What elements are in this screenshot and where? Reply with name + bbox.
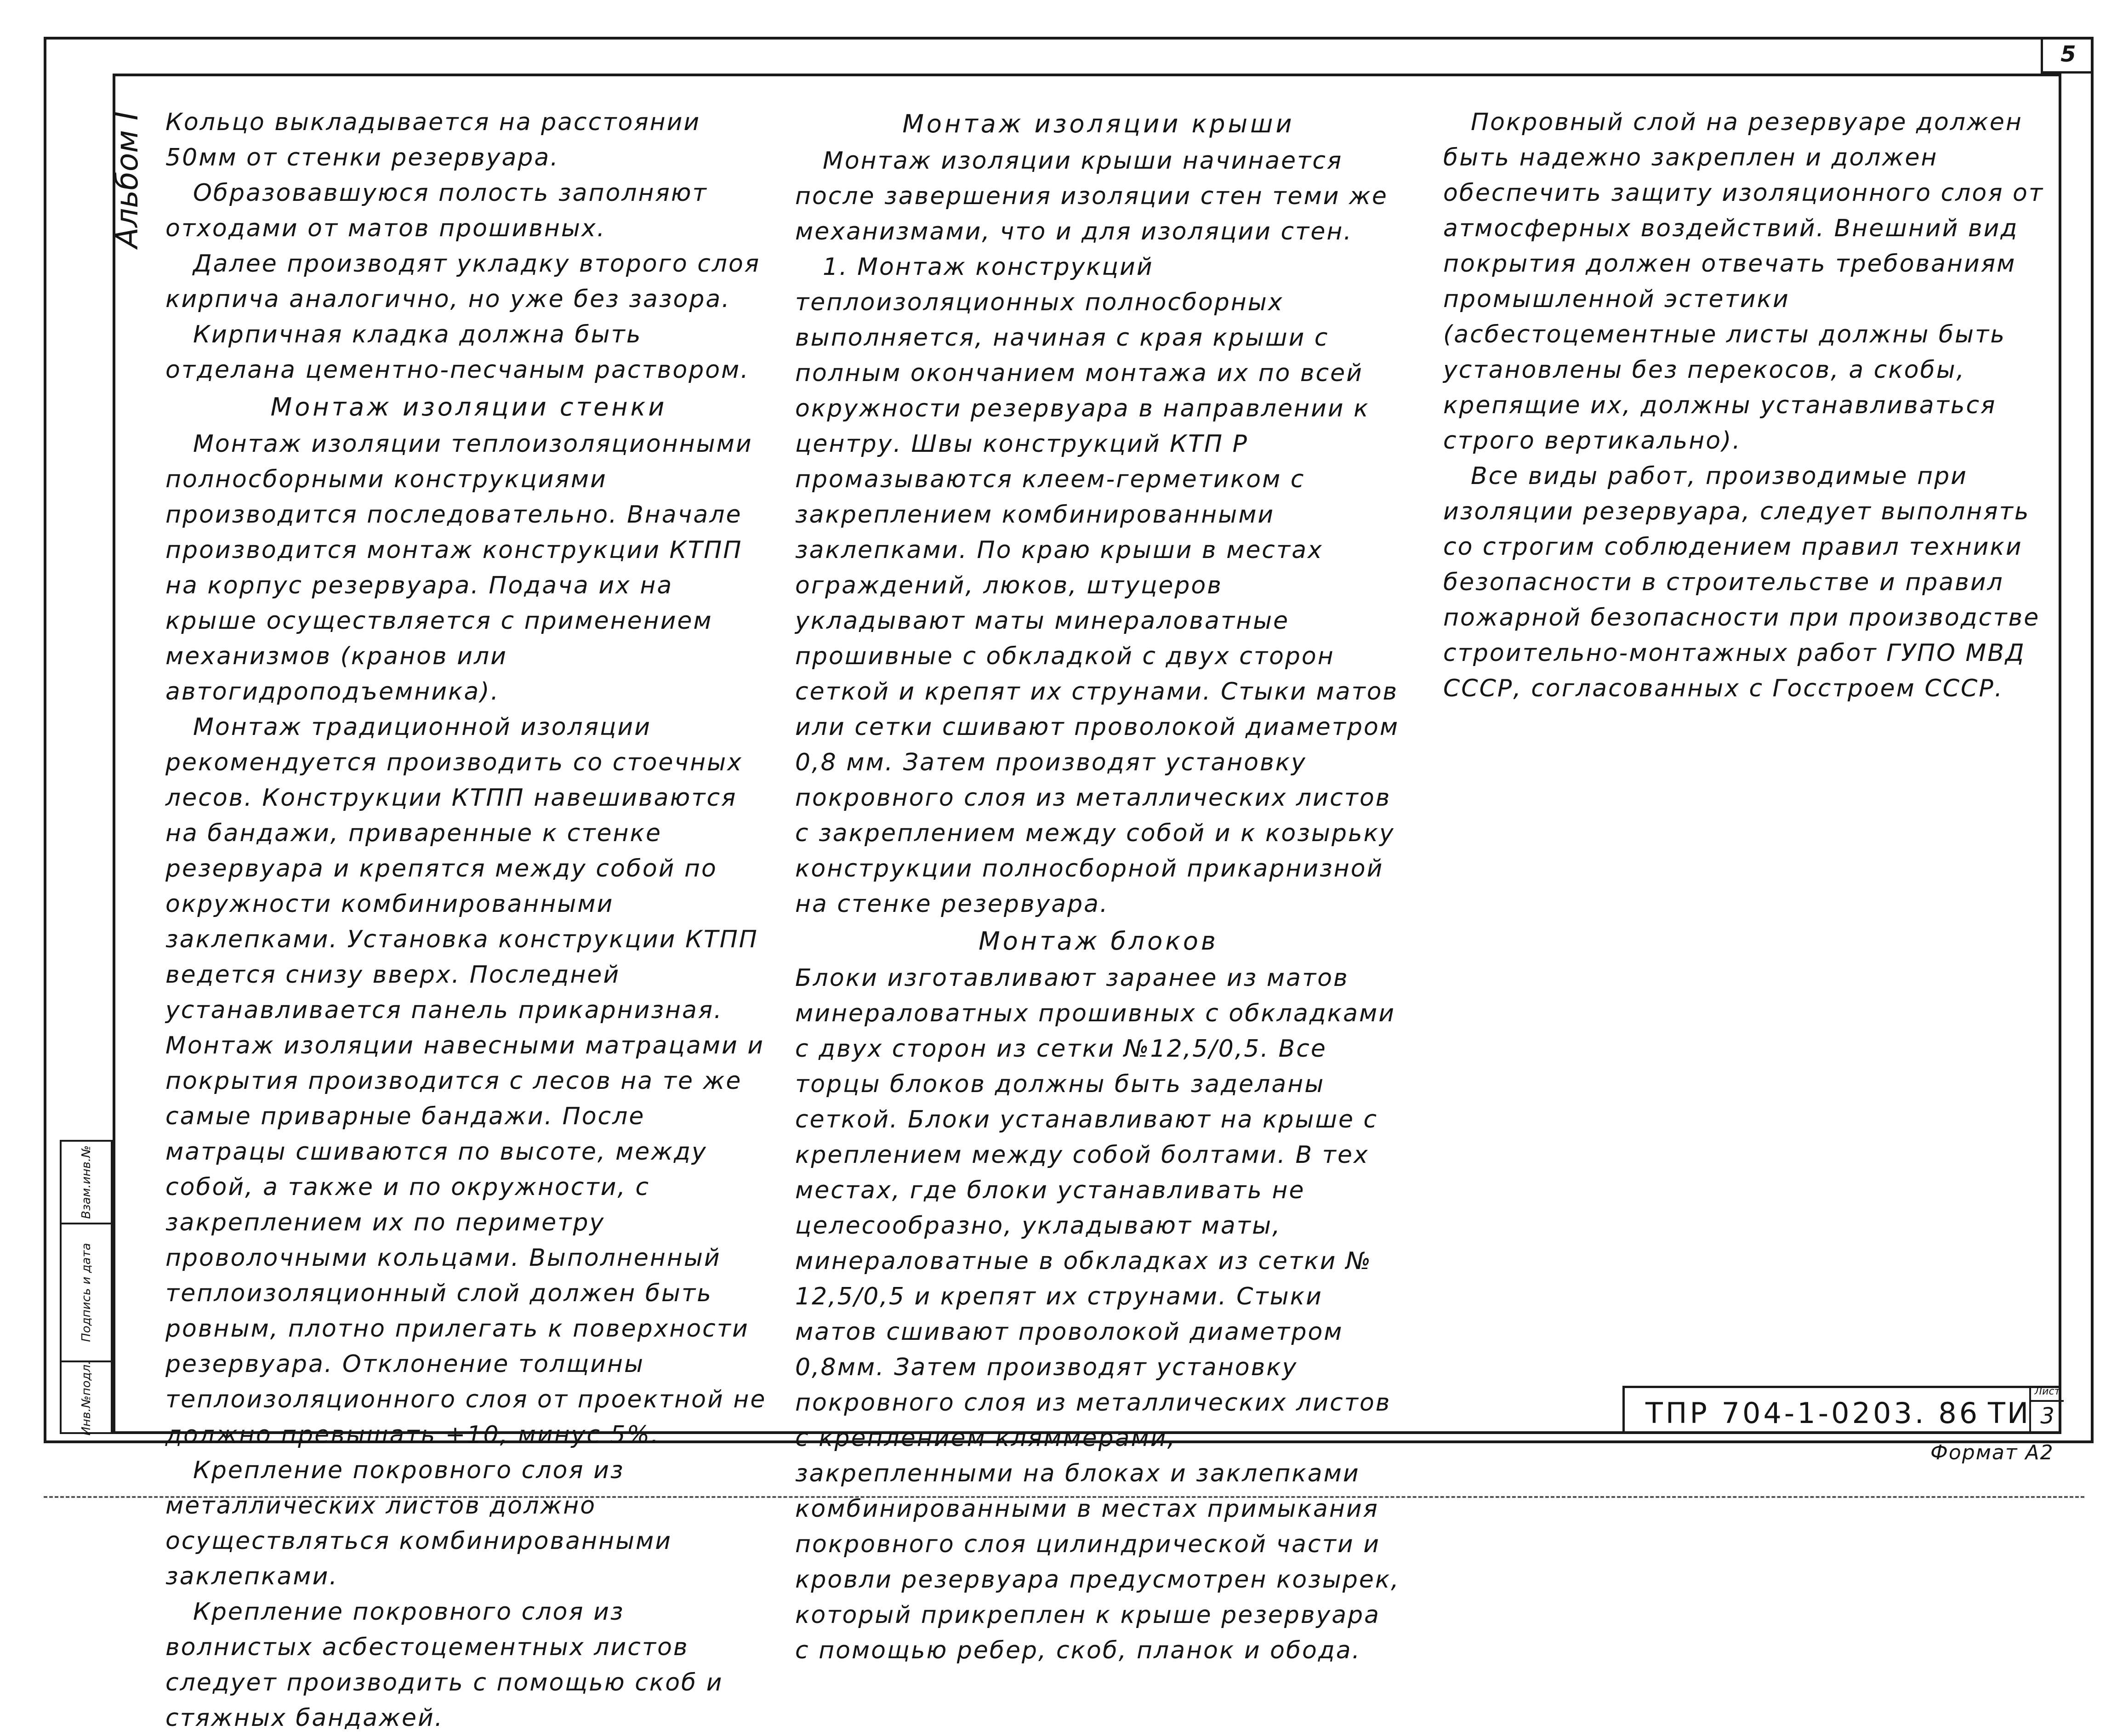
paragraph: Блоки изготавливают заранее из матов минераловатных прошивных с обкладками с двух сторон из сетки №12,5/0,5. Все торцы блоков должны быть заделаны сеткой. Блоки устанавливают на крыше с креплением между собой болтами. В тех местах, где блоки устанавливать не целесообразно, укладывают маты, минераловатные в обкладках из сетки № 12,5/0,5 и крепят их струнами. Стыки матов сшивают проволокой диаметром 0,8мм. Затем производят установку покровного слоя из металлических листов с креплением кляммерами, закрепленными на блоках и заклепками комбинированными в местах примыкания покровного слоя цилиндрической части и кровли резервуара предусмотрен козырек, который прикреплен к крыше резервуара с помощью ребер, скоб, планок и обода. [795,964,1409,1664]
sheet-cell [2029,1386,2064,1434]
paragraph: Все виды работ, производимые при изоляции резервуара, следует выполнять со строгим соблюдением правил техники безопасности в строительстве и правил пожарной безопасности при производстве строительно-монтажных работ ГУПО МВД СССР, согласованных с Госстроем СССР. [1443,462,2049,702]
text-column-2 [795,105,1409,1668]
section-heading-blocks: Монтаж блоков [979,927,1218,956]
paragraph: Далее производят укладку второго слоя кирпича аналогично, но уже без зазора. [165,250,769,313]
stamp-cell-replacement-label: Взам.инв.№ [79,1145,93,1219]
stamp-cell-signature-label: Подпись и дата [79,1243,93,1342]
paragraph: Крепление покровного слоя из волнистых асбестоцементных листов следует производить с помощью скоб и стяжных бандажей. [165,1598,732,1732]
stamp-cell-inventory-label: Инв.№подл. [79,1360,93,1436]
paragraph: Монтаж изоляции теплоизоляционными полносборными конструкциями производится последовательно. Вначале производится монтаж конструкции КТПП на корпус резервуара. Подача их на крыше осуществляется с применением механизмов (кранов или автогидроподъемника). [165,430,762,706]
paragraph: Образовавшуюся полость заполняют отходами от матов прошивных. [165,179,717,242]
side-stamp [60,1140,113,1434]
section-heading-roof-insulation: Монтаж изоляции крыши [902,109,1295,138]
paragraph: Монтаж традиционной изоляции рекомендуется производить со стоечных лесов. Конструкции КТПП навешиваются на бандажи, приваренные к стенке резервуара и крепятся между собой по окружности комбинированными заклепками. Установка конструкции КТПП ведется снизу вверх. Последней устанавливается панель прикарнизная. [165,713,768,1024]
stamp-cell-replacement [62,1142,111,1224]
paragraph: 1. Монтаж конструкций теплоизоляционных полносборных выполняется, начиная с края крыши с полным окончанием монтажа их по всей окружности резервуара в направлении к центру. Швы конструкций КТП Р промазываются клеем-герметиком с закреплением комбинированными заклепками. По краю крыши в местах ограждений, люков, штуцеров укладывают маты минераловатные прошивные с обкладкой с двух сторон сеткой и крепят их струнами. Стыки матов или сетки сшивают проволокой диаметром 0,8 мм. Затем производят установку покровного слоя из металлических листов с закреплением между собой и к козырьку конструкции полносборной прикарнизной на стенке резервуара. [795,253,1408,918]
page-number: 5 [2041,37,2094,74]
sheet-number: 3 [2040,1403,2054,1429]
format-label: Формат А2 [1930,1441,2054,1464]
paragraph: Кольцо выкладывается на расстоянии 50мм от стенки резервуара. [165,108,710,171]
paragraph: Покровный слой на резервуаре должен быть надежно закреплен и должен обеспечить защиту изоляционного слоя от атмосферных воздействий. Внешний вид покрытия должен отвечать требованиям промышленной эстетики (асбестоцементные листы должны быть установлены без перекосов, а скобы, крепящие их, должны устанавливаться строго вертикально). [1443,108,2053,455]
paragraph: Монтаж изоляции крыши начинается после завершения изоляции стен теми же механизмами, что и для изоляции стен. [795,147,1397,245]
title-block [1622,1386,2061,1434]
text-column-3 [1443,105,2053,706]
bottom-divider [44,1496,2084,1498]
sheet-label: Лист [2031,1386,2064,1402]
paragraph: Кирпичная кладка должна быть отделана цементно-песчаным раствором. [165,321,750,384]
paragraph: Монтаж изоляции навесными матрацами и покрытия производится с лесов на те же самые приварные бандажи. После матрацы сшиваются по высоте, между собой, а также и по окружности, с закреплением их по периметру проволочными кольцами. Выполненный теплоизоляционный слой должен быть ровным, плотно прилегать к поверхности резервуара. Отклонение толщины теплоизоляционного слоя от проектной не должно превышать +10, минус 5%. [165,1032,775,1449]
document-code: ТПР 704-1-0203. 86 [1645,1396,1980,1430]
document-type: ТИ [1988,1396,2031,1430]
stamp-cell-signature [62,1224,111,1362]
stamp-cell-inventory [62,1362,111,1434]
paragraph: Крепление покровного слоя из металлических листов должно осуществляться комбинированными заклепками. [165,1457,681,1590]
album-label: Альбом I [109,111,145,248]
text-column-1 [165,105,775,1736]
section-heading-wall-insulation: Монтаж изоляции стенки [270,393,667,421]
